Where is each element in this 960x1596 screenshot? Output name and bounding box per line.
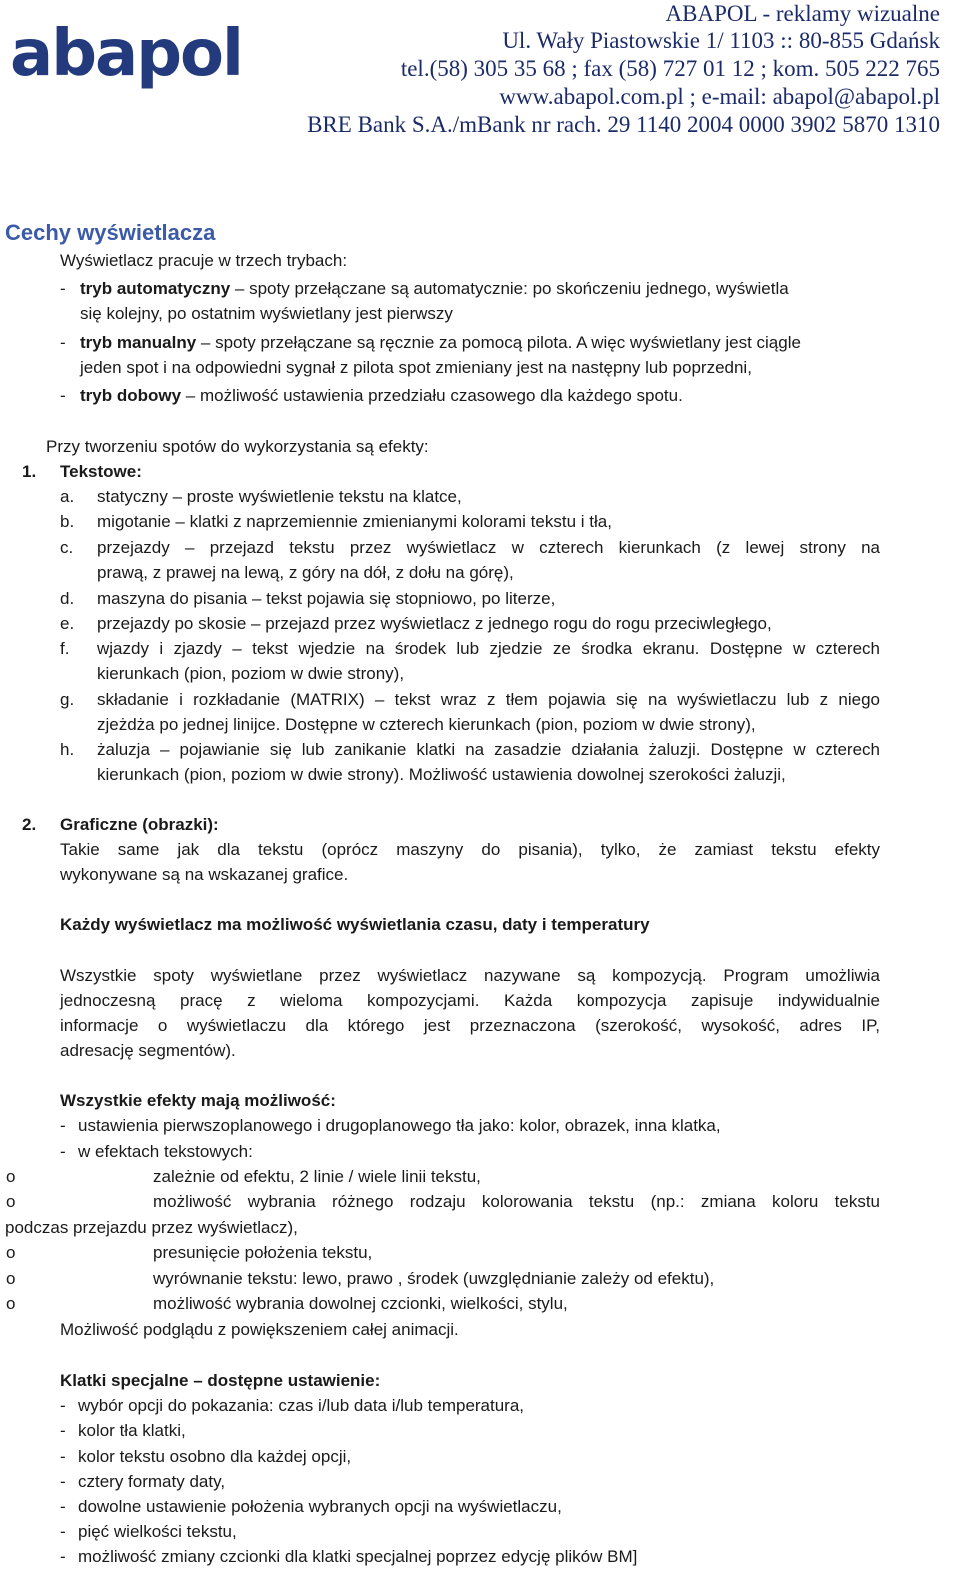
mode-desc: – możliwość ustawienia przedziału czasowego dla każdego spotu.: [181, 386, 683, 405]
preview-text: Możliwość podglądu z powiększeniem całej animacji.: [60, 1320, 459, 1339]
option-backgrounds: ustawienia pierwszoplanowego i drugoplanowego tła jako: kolor, obrazek, inna klatka,: [78, 1116, 721, 1135]
mode-name: tryb manualny: [80, 333, 197, 352]
effect-static: statyczny – proste wyświetlenie tekstu na klatce,: [97, 487, 462, 506]
mode-manual: [80, 330, 801, 355]
o-bullet: o: [6, 1269, 16, 1288]
mode-desc-cont: się kolejny, po ostatnim wyświetlany jest pierwszy: [80, 304, 453, 323]
item-letter: g.: [60, 690, 75, 709]
effect-blinds-cont: kierunkach (pion, poziom w dwie strony). Możliwość ustawienia dowolnej szerokości żaluzji,: [97, 765, 786, 784]
special-item: wybór opcji do pokazania: czas i/lub data i/lub temperatura,: [78, 1396, 525, 1415]
sub-option-position: presunięcie położenia tekstu,: [153, 1243, 373, 1262]
item-letter: b.: [60, 512, 75, 531]
item-letter: a.: [60, 487, 75, 506]
composition-text: jednoczesną pracę z wieloma kompozycjami. Każda kompozycja zapisuje indywidualnie: [60, 991, 880, 1010]
special-item: dowolne ustawienie położenia wybranych opcji na wyświetlaczu,: [78, 1497, 562, 1516]
item-letter: h.: [60, 740, 75, 759]
mode-desc: – spoty przełączane są ręcznie za pomocą pilota. A więc wyświetlany jest ciągle: [196, 333, 801, 352]
mode-name: tryb dobowy: [80, 386, 182, 405]
effect-diagonal: przejazdy po skosie – przejazd przez wyświetlacz z jednego rogu do rogu przeciwległego,: [97, 614, 772, 633]
dash-bullet: -: [60, 1396, 66, 1415]
sub-option-lines: zależnie od efektu, 2 linie / wiele linii tekstu,: [153, 1167, 481, 1186]
dash-bullet: -: [60, 1522, 66, 1541]
section-1-title: Tekstowe:: [60, 462, 142, 481]
special-item: pięć wielkości tekstu,: [78, 1522, 237, 1541]
time-heading: Każdy wyświetlacz ma możliwość wyświetlania czasu, daty i temperatury: [60, 915, 650, 934]
sub-option-coloring: możliwość wybrania różnego rodzaju kolorowania tekstu (np.: zmiana koloru tekstu: [153, 1192, 880, 1211]
dash-bullet: -: [60, 1497, 66, 1516]
effect-in-out-cont: kierunkach (pion, poziom w dwie strony),: [97, 664, 405, 683]
company-address: Ul. Wały Piastowskie 1/ 1103 :: 80-855 Gdańsk: [502, 28, 940, 53]
special-heading: Klatki specjalne – dostępne ustawienie:: [60, 1371, 381, 1390]
o-bullet: o: [6, 1294, 16, 1313]
effects-intro: Przy tworzeniu spotów do wykorzystania są efekty:: [46, 437, 429, 456]
dash-bullet: -: [60, 1472, 66, 1491]
effect-blinds: żaluzja – pojawianie się lub zanikanie klatki na zasadzie działania żaluzji. Dostępne w czterech: [97, 740, 880, 759]
mode-name: tryb automatyczny: [80, 279, 231, 298]
sub-option-font: możliwość wybrania dowolnej czcionki, wielkości, stylu,: [153, 1294, 568, 1313]
mode-bullet: -: [60, 386, 66, 405]
o-bullet: o: [6, 1192, 16, 1211]
mode-bullet: -: [60, 333, 66, 352]
special-item: kolor tekstu osobno dla każdej opcji,: [78, 1447, 352, 1466]
sub-option-coloring-cont: podczas przejazdu przez wyświetlacz),: [5, 1218, 298, 1237]
special-item: możliwość zmiany czcionki dla klatki specjalnej poprzez edycję plików BM]: [78, 1547, 638, 1566]
composition-text: adresację segmentów).: [60, 1041, 236, 1060]
item-letter: e.: [60, 614, 75, 633]
option-text-effects: w efektach tekstowych:: [78, 1142, 253, 1161]
all-effects-heading: Wszystkie efekty mają możliwość:: [60, 1091, 336, 1110]
effect-scroll: przejazdy – przejazd tekstu przez wyświetlacz w czterech kierunkach (z lewej strony na: [97, 538, 880, 557]
mode-desc: – spoty przełączane są automatycznie: po skończeniu jednego, wyświetla: [230, 279, 789, 298]
mode-automatic: [80, 276, 880, 301]
mode-desc-cont: jeden spot i na odpowiedni sygnał z pilota spot zmieniany jest na następny lub poprzedni,: [80, 358, 752, 377]
section-2-text: Takie same jak dla tekstu (oprócz maszyny do pisania), tylko, że zamiast tekstu efekty: [60, 840, 880, 859]
effect-blink: migotanie – klatki z naprzemiennie zmienianymi kolorami tekstu i tła,: [97, 512, 612, 531]
page-title: Cechy wyświetlacza: [5, 220, 216, 245]
item-letter: c.: [60, 538, 74, 557]
item-letter: f.: [60, 639, 70, 658]
company-phones: tel.(58) 305 35 68 ; fax (58) 727 01 12 ; kom. 505 222 765: [400, 56, 940, 81]
mode-bullet: -: [60, 279, 66, 298]
item-letter: d.: [60, 589, 75, 608]
o-bullet: o: [6, 1167, 16, 1186]
section-2-title: Graficzne (obrazki):: [60, 815, 219, 834]
sub-option-alignment: wyrównanie tekstu: lewo, prawo , środek (uwzględnianie zależy od efektu),: [153, 1269, 715, 1288]
mode-daily: [80, 383, 683, 408]
special-item: cztery formaty daty,: [78, 1472, 226, 1491]
dash-bullet: -: [60, 1421, 66, 1440]
effect-scroll-cont: prawą, z prawej na lewą, z góry na dół, z dołu na górę),: [97, 563, 514, 582]
modes-intro: Wyświetlacz pracuje w trzech trybach:: [60, 251, 348, 270]
effect-typewriter: maszyna do pisania – tekst pojawia się stopniowo, po literze,: [97, 589, 556, 608]
dash-bullet: -: [60, 1447, 66, 1466]
company-name: ABAPOL - reklamy wizualne: [665, 1, 940, 26]
effect-matrix-cont: zjeżdża po jednej linijce. Dostępne w czterech kierunkach (pion, poziom w dwie strony),: [97, 715, 756, 734]
company-web-email: www.abapol.com.pl ; e-mail: abapol@abapol.pl: [499, 84, 940, 109]
company-bank: BRE Bank S.A./mBank nr rach. 29 1140 2004 0000 3902 5870 1310: [307, 112, 940, 137]
section-1-number: 1.: [22, 462, 37, 481]
dash-bullet: -: [60, 1116, 66, 1135]
composition-text: Wszystkie spoty wyświetlane przez wyświetlacz nazywane są kompozycją. Program umożliwia: [60, 966, 880, 985]
section-2-number: 2.: [22, 815, 37, 834]
o-bullet: o: [6, 1243, 16, 1262]
composition-text: informacje o wyświetlaczu dla którego jest przeznaczona (szerokość, wysokość, adres IP,: [60, 1016, 880, 1035]
section-2-text-cont: wykonywane są na wskazanej grafice.: [60, 865, 349, 884]
special-item: kolor tła klatki,: [78, 1421, 186, 1440]
dash-bullet: -: [60, 1142, 66, 1161]
effect-matrix: składanie i rozkładanie (MATRIX) – tekst wraz z tłem pojawia się na wyświetlaczu lub z niego: [97, 690, 880, 709]
abapol-logo: abapol: [10, 17, 242, 91]
dash-bullet: -: [60, 1547, 66, 1566]
effect-in-out: wjazdy i zjazdy – tekst wjedzie na środek lub zjedzie ze środka ekranu. Dostępne w czterech: [97, 639, 880, 658]
